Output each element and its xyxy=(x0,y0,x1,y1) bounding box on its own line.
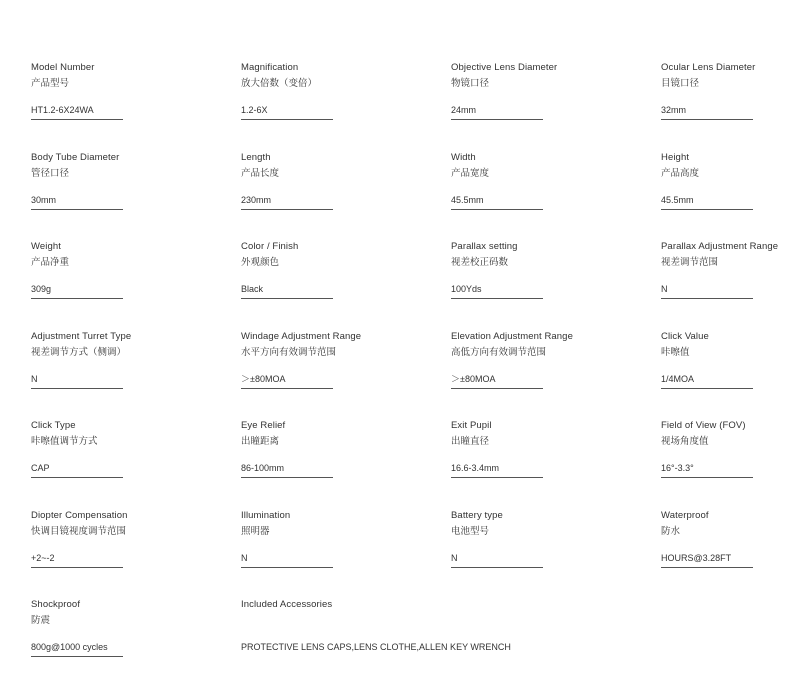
spec-label-en: Length xyxy=(241,151,271,163)
spec-label-en: Width xyxy=(451,151,476,163)
spec-parallax-setting xyxy=(451,241,661,331)
spec-label-en: Windage Adjustment Range xyxy=(241,330,362,342)
spec-label-en: Diopter Compensation xyxy=(31,509,128,521)
spec-diopter-compensation xyxy=(31,510,241,600)
spec-underline xyxy=(31,388,123,389)
spec-illumination xyxy=(241,510,451,600)
spec-underline xyxy=(241,477,333,478)
spec-underline xyxy=(661,567,753,568)
spec-label-cn: 视差校正码数 xyxy=(451,257,509,268)
spec-label-cn: 高低方向有效调节范围 xyxy=(451,346,547,358)
spec-value: ＞±80MOA xyxy=(241,373,286,384)
spec-label-cn: 产品宽度 xyxy=(451,167,490,179)
spec-underline xyxy=(31,298,123,299)
spec-value: +2~-2 xyxy=(31,552,55,563)
spec-underline xyxy=(661,209,753,210)
spec-weight xyxy=(31,241,241,331)
spec-value: 800g@1000 cycles xyxy=(31,642,108,652)
spec-underline xyxy=(31,477,123,478)
spec-value: 32mm xyxy=(661,105,687,115)
spec-value: 16°-3.3° xyxy=(661,463,694,473)
spec-body-tube-diameter xyxy=(31,152,241,242)
spec-label-en: Exit Pupil xyxy=(451,420,492,431)
spec-label-cn: 出瞳距离 xyxy=(241,436,280,447)
spec-waterproof xyxy=(661,510,791,600)
spec-height xyxy=(661,152,791,242)
spec-windage-adjustment-range xyxy=(241,331,451,421)
spec-magnification xyxy=(241,62,451,152)
spec-value: Black xyxy=(241,284,264,294)
spec-value: 86-100mm xyxy=(241,463,285,473)
spec-label-cn: 目镜口径 xyxy=(661,78,700,89)
spec-click-type xyxy=(31,420,241,510)
spec-underline xyxy=(451,119,543,120)
spec-value: N xyxy=(31,373,38,384)
spec-label-cn: 放大倍数（变倍） xyxy=(241,78,318,89)
spec-label-cn: 防震 xyxy=(31,615,51,626)
spec-underline xyxy=(451,209,543,210)
spec-length xyxy=(241,152,451,242)
spec-value: 45.5mm xyxy=(451,194,484,205)
spec-label-cn: 视场角度值 xyxy=(661,436,709,447)
spec-label-en: Elevation Adjustment Range xyxy=(451,330,573,342)
spec-underline xyxy=(241,209,333,210)
spec-shockproof xyxy=(31,599,241,689)
spec-battery-type xyxy=(451,510,661,600)
spec-value: 309g xyxy=(31,284,52,294)
spec-label-cn: 产品高度 xyxy=(661,167,700,179)
spec-color-finish xyxy=(241,241,451,331)
spec-label-en: Parallax setting xyxy=(451,241,518,252)
spec-value: N xyxy=(241,552,248,563)
spec-label-en: Eye Relief xyxy=(241,420,286,431)
spec-label-cn: 产品长度 xyxy=(241,167,280,179)
spec-label-en: Included Accessories xyxy=(241,599,333,610)
spec-underline xyxy=(31,567,123,568)
spec-value: N xyxy=(451,552,458,563)
spec-label-cn: 快调目镜视度调节范围 xyxy=(31,525,127,537)
spec-value: 16.6-3.4mm xyxy=(451,463,500,473)
spec-field-of-view xyxy=(661,420,791,510)
spec-exit-pupil xyxy=(451,420,661,510)
spec-underline xyxy=(451,477,543,478)
spec-elevation-adjustment-range xyxy=(451,331,661,421)
spec-underline xyxy=(241,567,333,568)
spec-label-en: Click Value xyxy=(661,330,709,342)
spec-grid xyxy=(31,62,791,689)
spec-label-en: Parallax Adjustment Range xyxy=(661,241,779,252)
spec-value: ＞±80MOA xyxy=(451,373,496,384)
spec-objective-lens-diameter xyxy=(451,62,661,152)
spec-included-accessories xyxy=(241,599,791,689)
spec-label-cn: 视差调节范围 xyxy=(661,257,719,268)
spec-value: PROTECTIVE LENS CAPS,LENS CLOTHE,ALLEN KEY WRENCH xyxy=(241,642,511,652)
spec-label-en: Color / Finish xyxy=(241,241,299,252)
spec-underline xyxy=(241,388,333,389)
spec-model-number xyxy=(31,62,241,152)
spec-label-en: Field of View (FOV) xyxy=(661,420,746,431)
spec-value: HT1.2-6X24WA xyxy=(31,105,94,115)
spec-width xyxy=(451,152,661,242)
spec-label-cn: 水平方向有效调节范围 xyxy=(241,346,337,358)
spec-label-en: Shockproof xyxy=(31,599,81,610)
spec-label-cn: 电池型号 xyxy=(451,525,490,537)
spec-underline xyxy=(661,119,753,120)
spec-label-cn: 管径口径 xyxy=(31,167,70,179)
spec-underline xyxy=(451,298,543,299)
spec-ocular-lens-diameter xyxy=(661,62,791,152)
spec-label-cn: 照明器 xyxy=(241,525,270,537)
spec-value: CAP xyxy=(31,463,50,473)
spec-underline xyxy=(451,567,543,568)
spec-label-en: Illumination xyxy=(241,509,291,521)
spec-value: HOURS@3.28FT xyxy=(661,552,732,563)
spec-underline xyxy=(661,477,753,478)
spec-underline xyxy=(31,119,123,120)
spec-label-cn: 视差调节方式（侧调） xyxy=(31,346,127,358)
spec-value: 1/4MOA xyxy=(661,373,695,384)
spec-label-en: Body Tube Diameter xyxy=(31,151,120,163)
spec-value: 1.2-6X xyxy=(241,105,268,115)
spec-underline xyxy=(241,298,333,299)
spec-label-en: Ocular Lens Diameter xyxy=(661,62,756,73)
spec-parallax-adjustment-range xyxy=(661,241,791,331)
spec-eye-relief xyxy=(241,420,451,510)
spec-label-en: Magnification xyxy=(241,62,299,73)
spec-label-en: Weight xyxy=(31,241,61,252)
spec-value: N xyxy=(661,284,668,294)
spec-adjustment-turret-type xyxy=(31,331,241,421)
spec-label-en: Model Number xyxy=(31,62,95,73)
spec-value: 30mm xyxy=(31,194,57,205)
spec-label-en: Click Type xyxy=(31,420,76,431)
spec-underline xyxy=(451,388,543,389)
spec-underline xyxy=(661,388,753,389)
spec-underline xyxy=(31,209,123,210)
spec-label-en: Adjustment Turret Type xyxy=(31,330,132,342)
spec-label-cn: 物镜口径 xyxy=(451,78,490,89)
spec-underline xyxy=(661,298,753,299)
spec-label-cn: 咔嚓值调节方式 xyxy=(31,436,98,447)
spec-label-cn: 出瞳直径 xyxy=(451,436,490,447)
spec-label-cn: 防水 xyxy=(661,525,681,537)
spec-label-en: Objective Lens Diameter xyxy=(451,62,558,73)
spec-label-cn: 产品型号 xyxy=(31,78,70,89)
spec-value: 100Yds xyxy=(451,284,482,294)
spec-label-cn: 外观颜色 xyxy=(241,257,280,268)
spec-label-cn: 产品净重 xyxy=(31,257,70,268)
spec-value: 45.5mm xyxy=(661,194,694,205)
spec-label-cn: 咔嚓值 xyxy=(661,346,690,358)
spec-click-value xyxy=(661,331,791,421)
spec-underline xyxy=(31,656,123,657)
spec-label-en: Height xyxy=(661,151,690,163)
spec-underline xyxy=(241,119,333,120)
spec-value: 24mm xyxy=(451,105,477,115)
spec-value: 230mm xyxy=(241,194,272,205)
spec-label-cn xyxy=(241,615,791,627)
spec-label-en: Waterproof xyxy=(661,509,709,521)
spec-label-en: Battery type xyxy=(451,509,503,521)
